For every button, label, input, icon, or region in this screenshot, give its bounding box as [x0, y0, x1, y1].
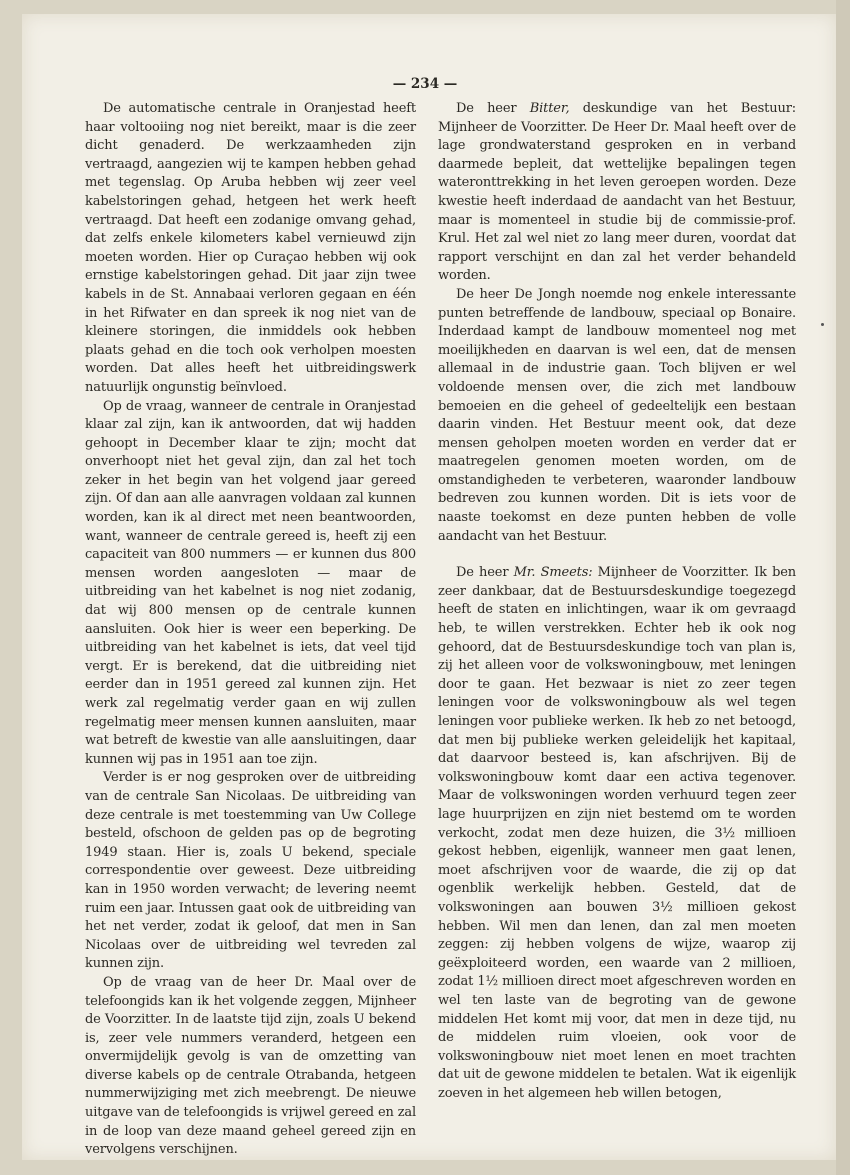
left-paragraph-4: Op de vraag van de heer Dr. Maal over de telefoongids kan ik het volgende zeggen, Mijnheer de Voorzitter. In de laatste tijd zijn, zoals U bekend is, zeer vele nummers veranderd, hetgeen een onvermijdelijk gevolg is van de omzetting van diverse kabels op de centrale Otrabanda, hetgeen nummerwijziging met zich meebrengt. De nieuwe uitgave van de telefoongids is vrijwel gereed en zal in de loop van deze maand geheel gereed zijn en vervolgens verschijnen.: [85, 974, 417, 1158]
speech-smeets-prefix: De heer: [456, 565, 514, 581]
speech-bitter: [438, 100, 796, 286]
left-paragraph-3: Verder is er nog gesproken over de uitbreiding van de centrale San Nicolaas. De uitbreiding van deze centrale is met toestemming van Uw College besteld, ofschoon de gelden pas op de begroting 1949 staan. Hier is, zoals U bekend, speciale correspondentie over geweest. Deze uitbreiding kan in 1950 worden verwacht; de levering neemt ruim een jaar. Intussen gaat ook de uitbreiding van het net verder, zodat ik geloof, dat men in San Nicolaas over de uitbreiding wel tevreden zal kunnen zijn.: [85, 770, 416, 972]
left-paragraph-1: De automatische centrale in Oranjestad heeft haar voltooiing nog niet bereikt, maar is die zeer dicht genaderd. De werkzaamheden zijn vertraagd, aangezien wij te kampen hebben gehad met tegenslag. Op Aruba hebben wij zeer veel kabelstoringen gehad, hetgeen het werk heeft vertraagd. Dat heeft een zodanige omvang gehad, dat zelfs enkele kilometers kabel vernieuwd zijn moeten worden. Hier op Curaçao hebben wij ook ernstige kabelstoringen gehad. Dit jaar zijn twee kabels in de St. Annabaai verloren gegaan en één in het Rifwater en dan spreek ik nog niet van de kleinere storingen, die inmiddels ook hebben plaats gehad en die toch ook verholpen moesten worden. Dat alles heeft het uitbreidingswerk natuurlijk ongunstig beïnvloed.: [85, 101, 416, 395]
speech-smeets: [438, 564, 796, 1103]
page-number: — 234 —: [392, 76, 458, 92]
speech-bitter-text: deskundige van het Bestuur: Mijnheer de Voorzitter. De Heer Dr. Maal heeft over de lage grondwaterstand gesproken en in verband daarmede bepleit, dat wettelijke bepalingen tegen wateronttrekking in het leven geroepen worden. Deze kwestie heeft inderdaad de aandacht van het Bestuur, maar is momenteel in studie bij de commissie-prof. Krul. Het zal wel niet zo lang meer duren, voordat dat rapport verschijnt en dan zal het verder behandeld worden.: [438, 101, 796, 284]
speaker-smeets: Mr. Smeets:: [513, 565, 593, 581]
speech-smeets-text: Mijnheer de Voorzitter. Ik ben zeer dankbaar, dat de Bestuursdeskundige toegezegd heeft de staten en inlichtingen, waar ik om gevraagd heb, te willen verstrekken. Echter heb ik ook nog gehoord, dat de Bestuursdeskundige toch van plan is, zij het alleen voor de volkswoningbouw, met leningen door te gaan. Het bezwaar is niet zo zeer tegen leningen voor de volkswoningbouw als wel tegen leningen voor publieke werken. Ik heb zo net betoogd, dat men bij publieke werken geleidelijk het kapitaal, dat daarvoor besteed is, kan afschrijven. Bij de volkswoningbouw komt daar een activa tegenover. Maar de volkswoningen worden verhuurd tegen zeer lage huurprijzen en zijn niet bestemd om te worden verkocht, zodat men deze huizen, die 3½ millioen gekost hebben, eigenlijk, wanneer men gaat lenen, moet afschrijven voor de waarde, die zij op dat ogenblik werkelijk hebben. Gesteld, dat de volkswoningen aan bouwen 3½ millioen gekost hebben. Wil men dan lenen, dan zal men moeten zeggen: zij hebben volgens de wijze, waarop zij geëxploiteerd worden, een waarde van 2 millioen, zodat 1½ millioen direct moet afgeschreven worden en wel ten laste van de begroting van de gewone middelen Het komt mij voor, dat men in deze tijd, nu de middelen ruim vloeien, ook voor de volkswoningbouw niet moet lenen en moet trachten dat uit de gewone middelen te betalen. Wat ik eigenlijk zoeven in het algemeen heb willen betogen,: [438, 565, 797, 1101]
left-column: [85, 100, 416, 1160]
speech-bitter-prefix: De heer: [456, 101, 530, 116]
margin-speck: [821, 323, 824, 326]
left-paragraph-2: Op de vraag, wanneer de centrale in Oranjestad klaar zal zijn, kan ik antwoorden, dat wij hadden gehoopt in December klaar te zijn; mocht dat onverhoopt niet het geval zijn, dan zal het toch zeker in het begin van het volgend jaar gereed zijn. Of dan aan alle aanvragen voldaan zal kunnen worden, kan ik al direct met neen beantwoorden, want, wanneer de centrale gereed is, heeft zij een capaciteit van 800 nummers — er kunnen dus 800 mensen worden aangesloten — maar de uitbreiding van het kabelnet is nog niet zodanig, dat wij 800 mensen op de centrale kunnen aansluiten. Ook hier is weer een beperking. De uitbreiding van het kabelnet is iets, dat veel tijd vergt. Er is berekend, dat die uitbreiding niet eerder dan in 1951 gereed zal kunnen zijn. Het werk zal regelmatig verder gaan en wij zullen regelmatig meer mensen kunnen aansluiten, maar wat betreft de kwestie van alle aansluitingen, daar kunnen wij pas in 1951 aan toe zijn.: [85, 398, 416, 767]
scan-background-edge: [836, 0, 850, 1175]
speech-bitter-paragraph-2: De heer De Jongh noemde nog enkele interessante punten betreffende de landbouw, speciaal op Bonaire. Inderdaad kampt de landbouw momenteel nog met moeilijkheden en daarvan is wel een, dat de mensen allemaal in de industrie gaan. Toch blijven er wel voldoende mensen over, die zich met landbouw bemoeien en die geheel of gedeeltelijk een bestaan daarin vinden. Het Bestuur meent ook, dat deze mensen geholpen moeten worden en verder dat er maatregelen genomen moeten worden, om de omstandigheden te verbeteren, waaronder landbouw bedreven zou kunnen worden. Dit is iets voor de naaste toekomst en deze punten hebben de volle aandacht van het Bestuur.: [438, 286, 796, 544]
speaker-bitter: Bitter,: [529, 101, 570, 116]
right-column: [438, 100, 796, 1103]
